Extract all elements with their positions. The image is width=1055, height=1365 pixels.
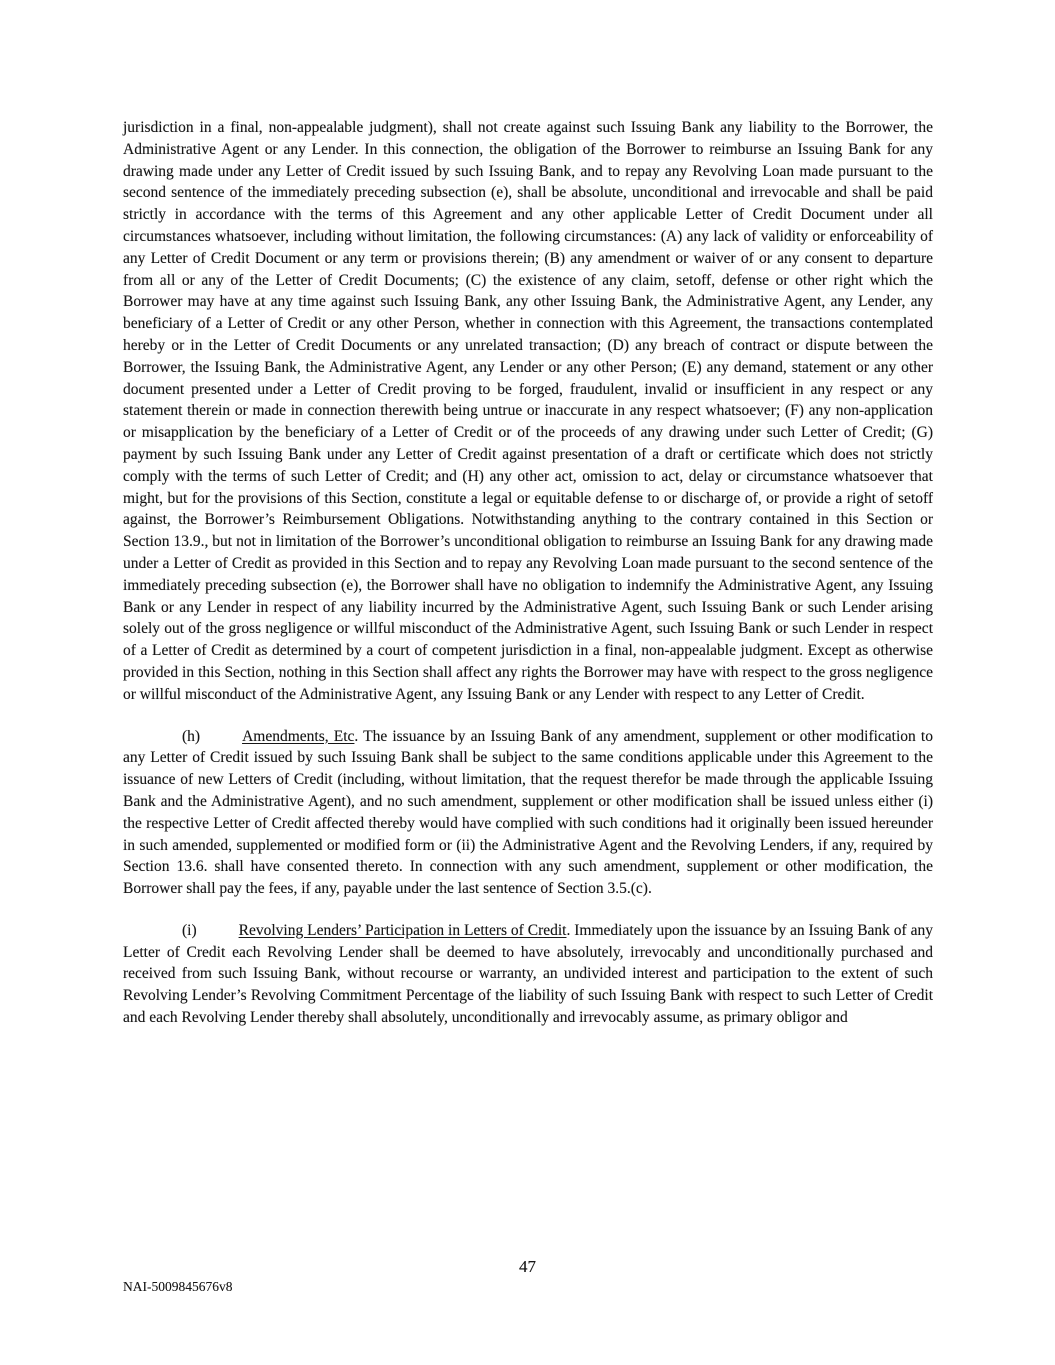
page-number: 47 (519, 1257, 536, 1276)
subsection-h-label: (h) (182, 727, 201, 745)
paragraph-h (123, 726, 933, 900)
subsection-h-heading: Amendments, Etc (242, 727, 355, 745)
subsection-h-body: . The issuance by an Issuing Bank of any amendment, supplement or other modification to any Letter of Credit issued by such Issuing Bank shall be subject to the same conditions applicable under this Agreement to the issuance of new Letters of Credit (including, without limitation, that the request therefor be made through the applicable Issuing Bank and the Administrative Agent), and no such amendment, supplement or other modification shall be issued unless either (i) the respective Letter of Credit affected thereby would have complied with such conditions had it originally been issued hereunder in such amended, supplemented or modified form or (ii) the Administrative Agent and the Revolving Lenders, if any, required by Section 13.6. shall have consented thereto. In connection with any such amendment, supplement or other modification, the Borrower shall pay the fees, if any, payable under the last sentence of Section 3.5.(c). (123, 727, 933, 898)
page-body (123, 117, 933, 1029)
subsection-i-label: (i) (182, 921, 197, 939)
paragraph-continuation: jurisdiction in a final, non-appealable judgment), shall not create against such Issuing Bank any liability to the Borrower, the Administrative Agent or any Lender. In this connection, the obligation of the Borrower to reimburse an Issuing Bank for any drawing made under any Letter of Credit issued by such Issuing Bank, and to repay any Revolving Loan made pursuant to the second sentence of the immediately preceding subsection (e), shall be absolute, unconditional and irrevocable and shall be paid strictly in accordance with the terms of this Agreement and any other applicable Letter of Credit Document under all circumstances whatsoever, including without limitation, the following circumstances: (A) any lack of validity or enforceability of any Letter of Credit Document or any term or provisions therein; (B) any amendment or waiver of or any consent to departure from all or any of the Letter of Credit Documents; (C) the existence of any claim, setoff, defense or other right which the Borrower may have at any time against such Issuing Bank, any other Issuing Bank, the Administrative Agent, any Lender, any beneficiary of a Letter of Credit or any other Person, whether in connection with this Agreement, the transactions contemplated hereby or in the Letter of Credit Documents or any unrelated transaction; (D) any breach of contract or dispute between the Borrower, the Issuing Bank, the Administrative Agent, any Lender or any other Person; (E) any demand, statement or any other document presented under a Letter of Credit proving to be forged, fraudulent, invalid or insufficient in any respect or any statement therein or made in connection therewith being untrue or inaccurate in any respect whatsoever; (F) any non-application or misapplication by the beneficiary of a Letter of Credit or of the proceeds of any drawing under such Letter of Credit; (G) payment by such Issuing Bank under any Letter of Credit against presentation of a draft or certificate which does not strictly comply with the terms of such Letter of Credit; and (H) any other act, omission to act, delay or circumstance whatsoever that might, but for the provisions of this Section, constitute a legal or equitable defense to or discharge of, or provide a right of setoff against, the Borrower’s Reimbursement Obligations. Notwithstanding anything to the contrary contained in this Section or Section 13.9., but not in limitation of the Borrower’s unconditional obligation to reimburse an Issuing Bank for any drawing made under a Letter of Credit as provided in this Section and to repay any Revolving Loan made pursuant to the second sentence of the immediately preceding subsection (e), the Borrower shall have no obligation to indemnify the Administrative Agent, any Issuing Bank or any Lender in respect of any liability incurred by the Administrative Agent, such Issuing Bank or such Lender arising solely out of the gross negligence or willful misconduct of the Administrative Agent, such Issuing Bank or such Lender in respect of a Letter of Credit as determined by a court of competent jurisdiction in a final, non-appealable judgment. Except as otherwise provided in this Section, nothing in this Section shall affect any rights the Borrower may have with respect to the gross negligence or willful misconduct of the Administrative Agent, any Issuing Bank or any Lender with respect to any Letter of Credit. (123, 119, 933, 703)
document-id-footer: NAI-5009845676v8 (123, 1279, 233, 1294)
paragraph-i (123, 920, 933, 1029)
subsection-i-body: . Immediately upon the issuance by an Issuing Bank of any Letter of Credit each Revolving Lender shall be deemed to have absolutely, irrevocably and unconditionally purchased and received from such Issuing Bank, without recourse or warranty, an undivided interest and participation to the extent of such Revolving Lender’s Revolving Commitment Percentage of the liability of such Issuing Bank with respect to such Letter of Credit and each Revolving Lender thereby shall absolutely, unconditionally and irrevocably assume, as primary obligor and (123, 921, 933, 1027)
subsection-i-heading: Revolving Lenders’ Participation in Letters of Credit (238, 921, 567, 939)
